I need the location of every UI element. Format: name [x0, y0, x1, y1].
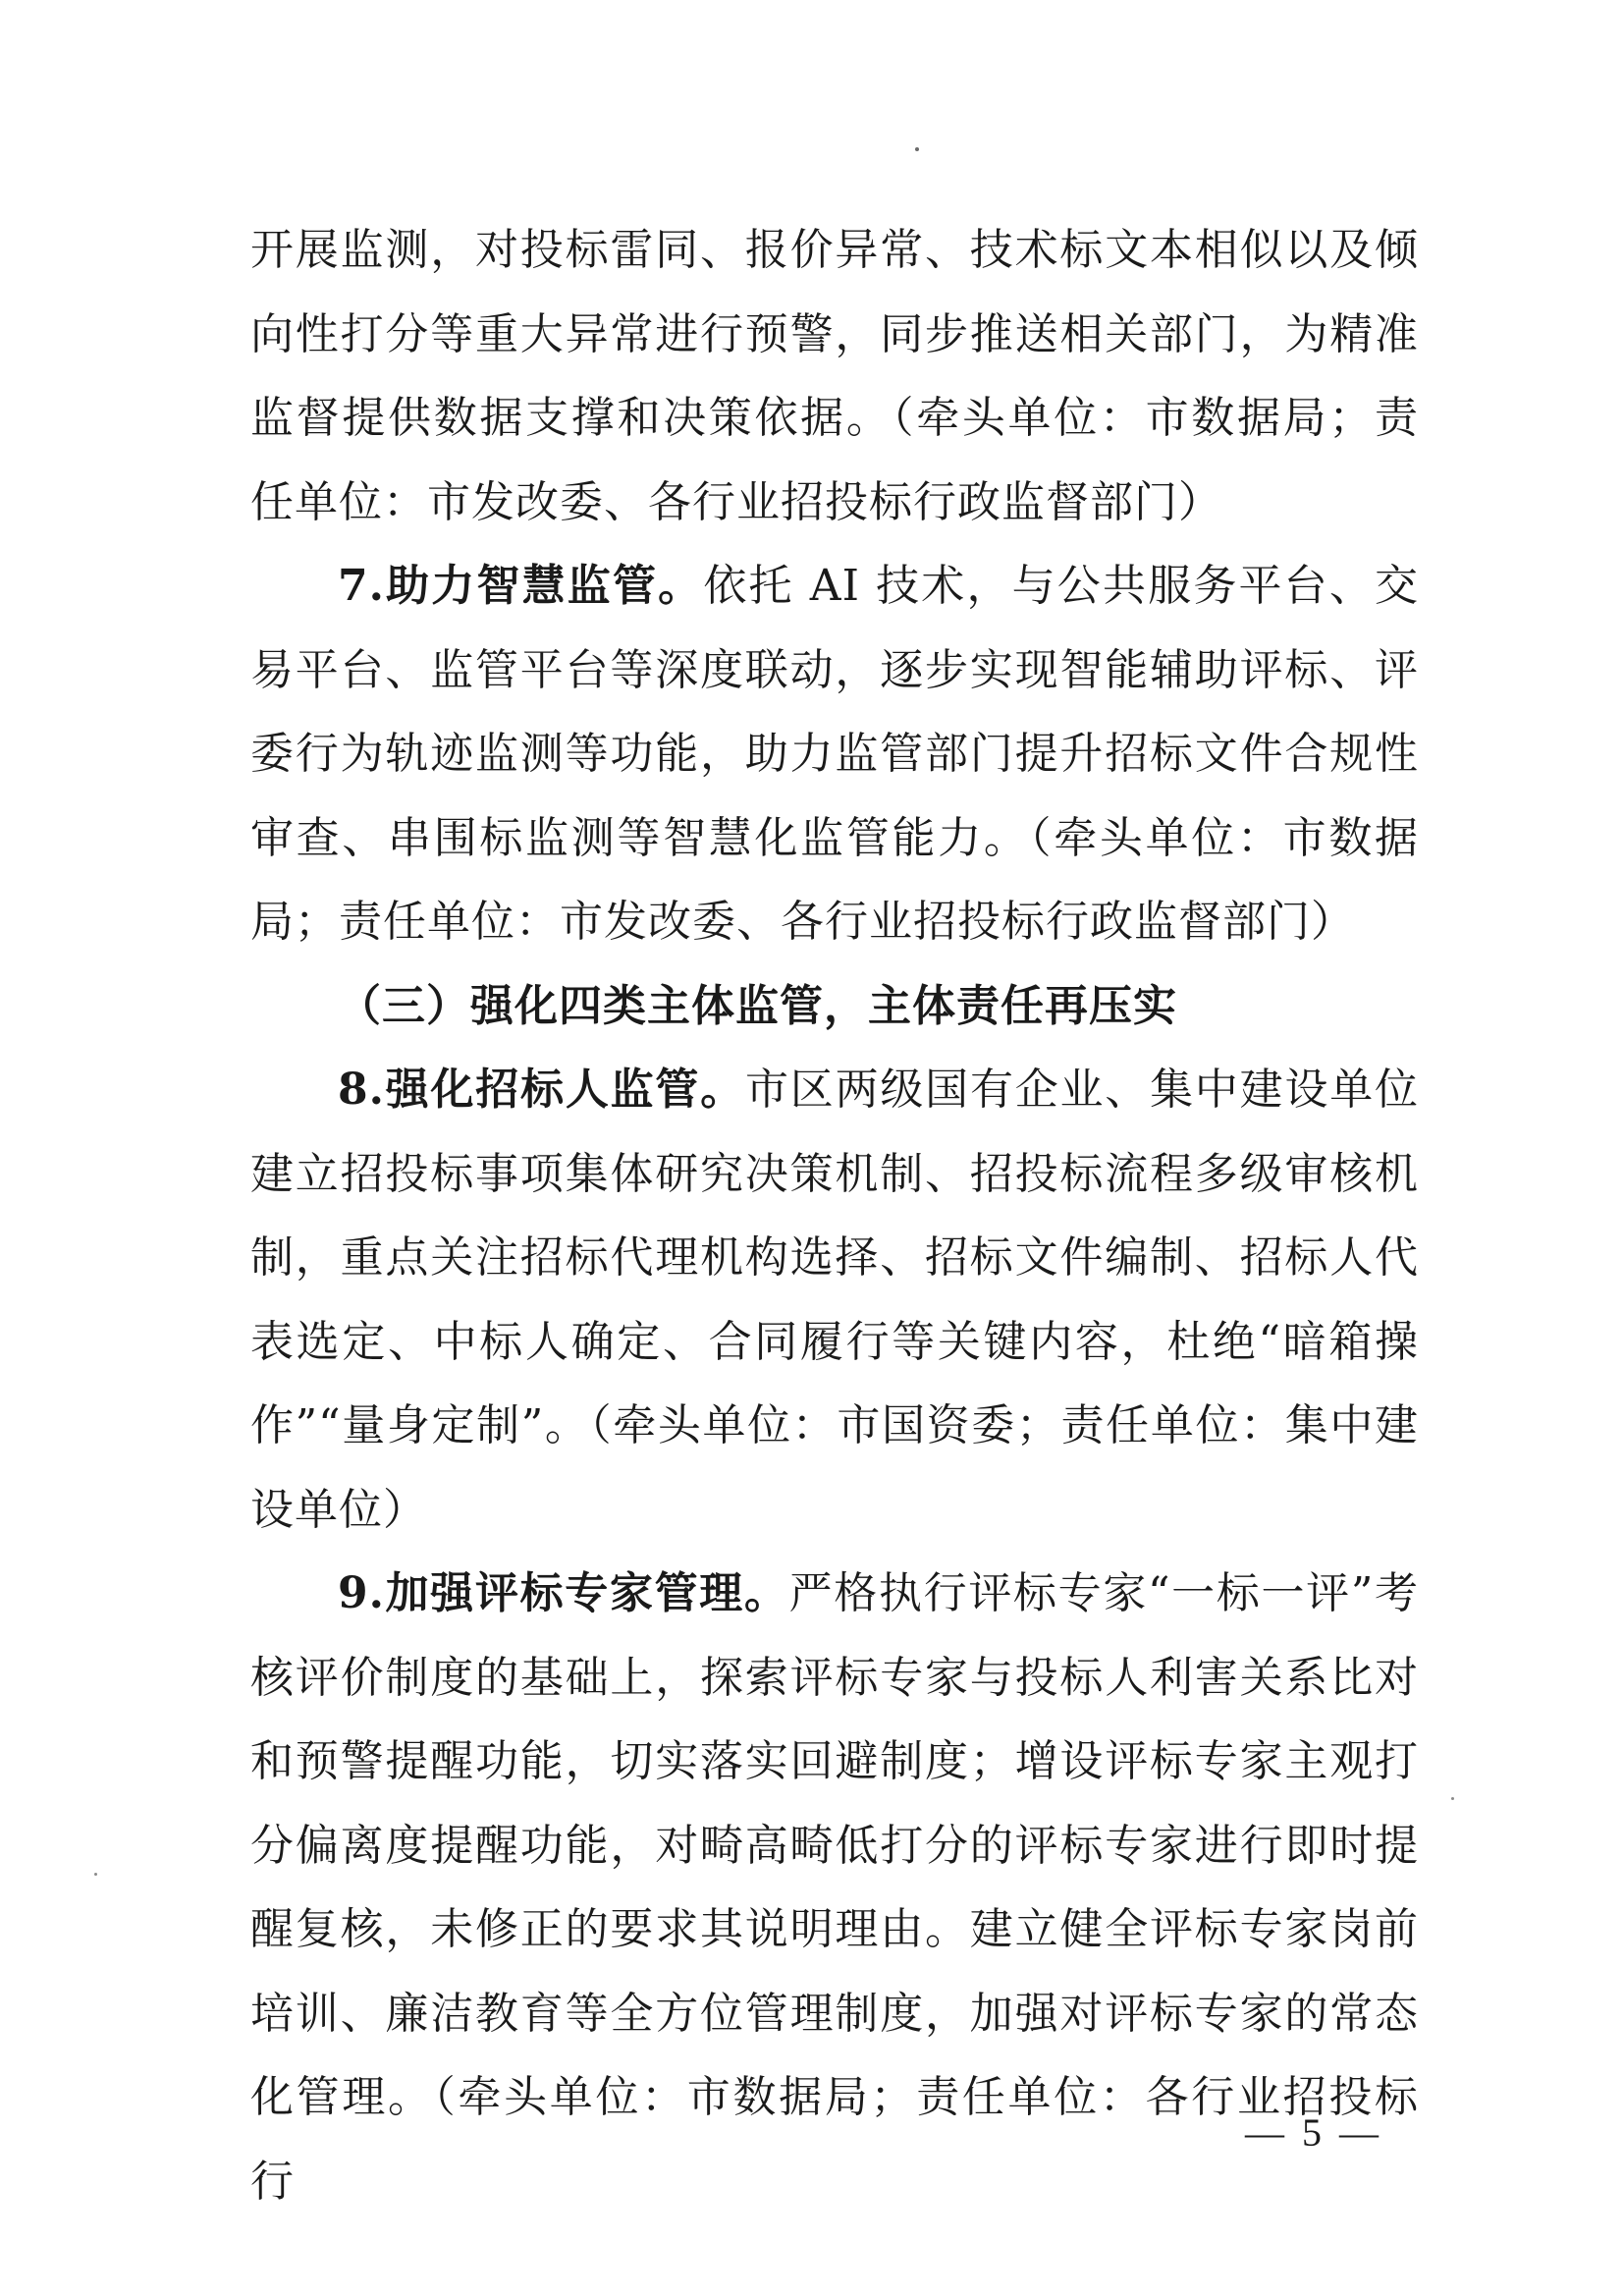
paragraph-item-8	[250, 1048, 1419, 1552]
item-heading: 7.助力智慧监管。	[338, 561, 704, 611]
document-body	[250, 208, 1419, 2223]
item-heading: 8.强化招标人监管。	[338, 1065, 746, 1115]
paragraph-text: 开展监测，对投标雷同、报价异常、技术标文本相似以及倾向性打分等重大异常进行预警，同步推送相关部门，为精准监督提供数据支撑和决策依据。（牵头单位：市数据局；责任单位：市发改委、各行业招投标行政监督部门）	[250, 225, 1419, 527]
paragraph-continued	[250, 208, 1419, 544]
scan-speck	[1451, 1797, 1454, 1800]
section-heading: （三）强化四类主体监管，主体责任再压实	[338, 980, 1177, 1031]
paragraph-item-9	[250, 1552, 1419, 2223]
page-number: — 5 —	[1245, 2110, 1382, 2155]
paragraph-item-7	[250, 544, 1419, 964]
paragraph-text: 严格执行评标专家“一标一评”考核评价制度的基础上，探索评标专家与投标人利害关系比对和预警提醒功能，切实落实回避制度；增设评标专家主观打分偏离度提醒功能，对畸高畸低打分的评标专家进行即时提醒复核，未修正的要求其说明理由。建立健全评标专家岗前培训、廉洁教育等全方位管理制度，加强对评标专家的常态化管理。（牵头单位：市数据局；责任单位：各行业招投标行	[250, 1568, 1419, 2207]
paragraph-text: 市区两级国有企业、集中建设单位建立招投标事项集体研究决策机制、招投标流程多级审核机制，重点关注招标代理机构选择、招标文件编制、招标人代表选定、中标人确定、合同履行等关键内容，杜绝“暗箱操作”“量身定制”。（牵头单位：市国资委；责任单位：集中建设单位）	[250, 1065, 1420, 1535]
paragraph-text: 依托 AI 技术，与公共服务平台、交易平台、监管平台等深度联动，逐步实现智能辅助评标、评委行为轨迹监测等功能，助力监管部门提升招标文件合规性审查、串围标监测等智慧化监管能力。（牵头单位：市数据局；责任单位：市发改委、各行业招投标行政监督部门）	[250, 561, 1419, 947]
scan-speck	[94, 1873, 97, 1876]
scan-mark	[915, 147, 919, 151]
item-heading: 9.加强评标专家管理。	[338, 1568, 789, 1618]
